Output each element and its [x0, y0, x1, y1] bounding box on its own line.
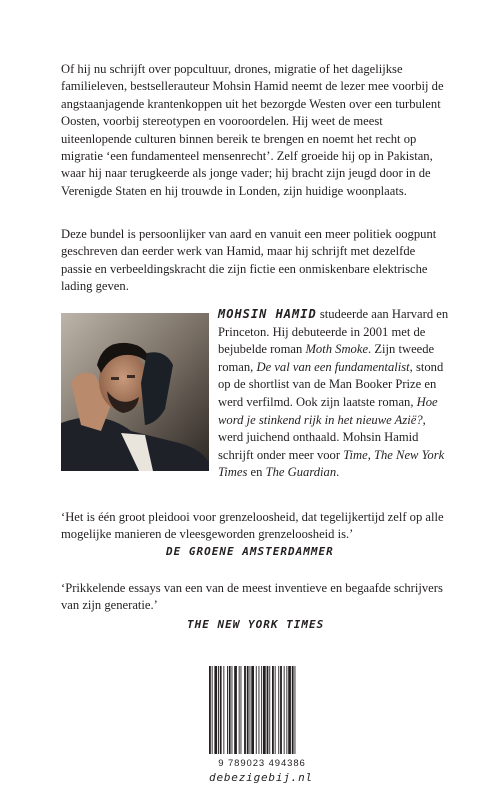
bio-text: , stond op de shortlist van de Man Booker Prize en werd verfilmd. Ook zijn laatste roman,: [218, 359, 444, 409]
barcode-bar: [218, 666, 219, 754]
barcode-bar: [267, 666, 269, 754]
barcode-bar: [284, 666, 285, 754]
barcode-bar: [209, 666, 211, 754]
barcode-bar: [259, 666, 260, 754]
author-name: MOHSIN HAMID: [218, 307, 317, 321]
review-quote-1: ‘Het is één groot pleidooi voor grenzeloosheid, dat tegelijkertijd zelf op alle mogelijke manieren de vleesgeworden grenzeloosheid is.’: [61, 510, 444, 542]
review-quote-2: ‘Prikkelende essays van een van de meest inventieve en begaafde schrijvers van zijn generatie.’: [61, 581, 443, 613]
isbn-number: 9 789023 494386: [218, 758, 306, 769]
barcode: [203, 664, 321, 768]
barcode-bar: [223, 666, 224, 754]
barcode-bar: [232, 666, 233, 754]
barcode-bar: [241, 666, 242, 754]
barcode-bar: [261, 666, 262, 754]
barcode-bar: [288, 666, 291, 754]
bio-text: en: [247, 465, 266, 480]
barcode-bar: [244, 666, 246, 754]
barcode-bar: [227, 666, 228, 754]
barcode-bar: [212, 666, 213, 754]
barcode-bar: [280, 666, 282, 754]
barcode-bar: [269, 666, 270, 754]
barcode-bar: [286, 666, 287, 754]
barcode-bar: [251, 666, 254, 754]
barcode-icon: [203, 664, 321, 758]
barcode-bar: [247, 666, 249, 754]
publication-title: Time: [343, 447, 368, 462]
barcode-bar: [256, 666, 257, 754]
barcode-bar: [272, 666, 274, 754]
barcode-bar: [234, 666, 237, 754]
bio-text: studeerde aan Harvard en Princeton. Hij debuteerde in 2001 met de bejubelde roman: [218, 307, 449, 357]
barcode-bar: [239, 666, 240, 754]
barcode-bar: [295, 666, 296, 754]
publication-title: The New York Times: [218, 447, 445, 480]
barcode-bar: [250, 666, 251, 754]
barcode-bar: [220, 666, 222, 754]
bio-text: , werd juichend onthaald. Mohsin Hamid schrijft onder meer voor: [218, 412, 426, 462]
barcode-bar: [229, 666, 231, 754]
bio-text: ,: [367, 447, 374, 462]
author-portrait-image: [61, 313, 209, 471]
blurb-paragraph-1: Of hij nu schrijft over popcultuur, drones, migratie of het dagelijkse familieleven, bestsellerauteur Mohsin Hamid neemt de lezer mee voorbij de angstaanjagende krantenkoppen uit het bezorgde Westen over een turbulent Oosten, voorbij stereotypen en vooroordelen. Hij weet de meest uiteenlopende culturen binnen bereik te brengen en noemt het recht op migratie ‘een fundamenteel mensenrecht’. Zelf groeide hij op in Pakistan, waar hij naar terugkeerde als jonge vader; hij bracht zijn jeugd door in de Verenigde Staten en hij trouwde in Londen, zijn huidige woonplaats.: [61, 62, 444, 198]
author-bio: [218, 306, 450, 482]
barcode-bar: [278, 666, 279, 754]
blurb-paragraph-2: Deze bundel is persoonlijker van aard en vanuit een meer politiek oogpunt geschreven dan eerder werk van Hamid, maar hij schrijft met dezelfde passie en verbeeldingskracht die zijn fictie een onmiskenbare elektrische lading geven.: [61, 227, 437, 294]
barcode-bar: [214, 666, 217, 754]
barcode-bar: [275, 666, 276, 754]
book-title: Moth Smoke: [305, 342, 369, 357]
review-source-2: THE NEW YORK TIMES: [187, 618, 325, 631]
barcode-bar: [263, 666, 266, 754]
barcode-bar: [292, 666, 294, 754]
book-title: Hoe word je stinkend rijk in het nieuwe Azië?: [218, 394, 438, 427]
author-photo: [61, 313, 209, 471]
review-source-1: DE GROENE AMSTERDAMMER: [166, 545, 334, 558]
bio-text: . Zijn tweede roman,: [218, 342, 435, 374]
publication-title: The Guardian: [265, 465, 337, 480]
book-title: De val van een fundamentalist: [256, 359, 410, 374]
publisher-url: debezigebij.nl: [209, 771, 313, 784]
bio-text: .: [336, 465, 340, 480]
